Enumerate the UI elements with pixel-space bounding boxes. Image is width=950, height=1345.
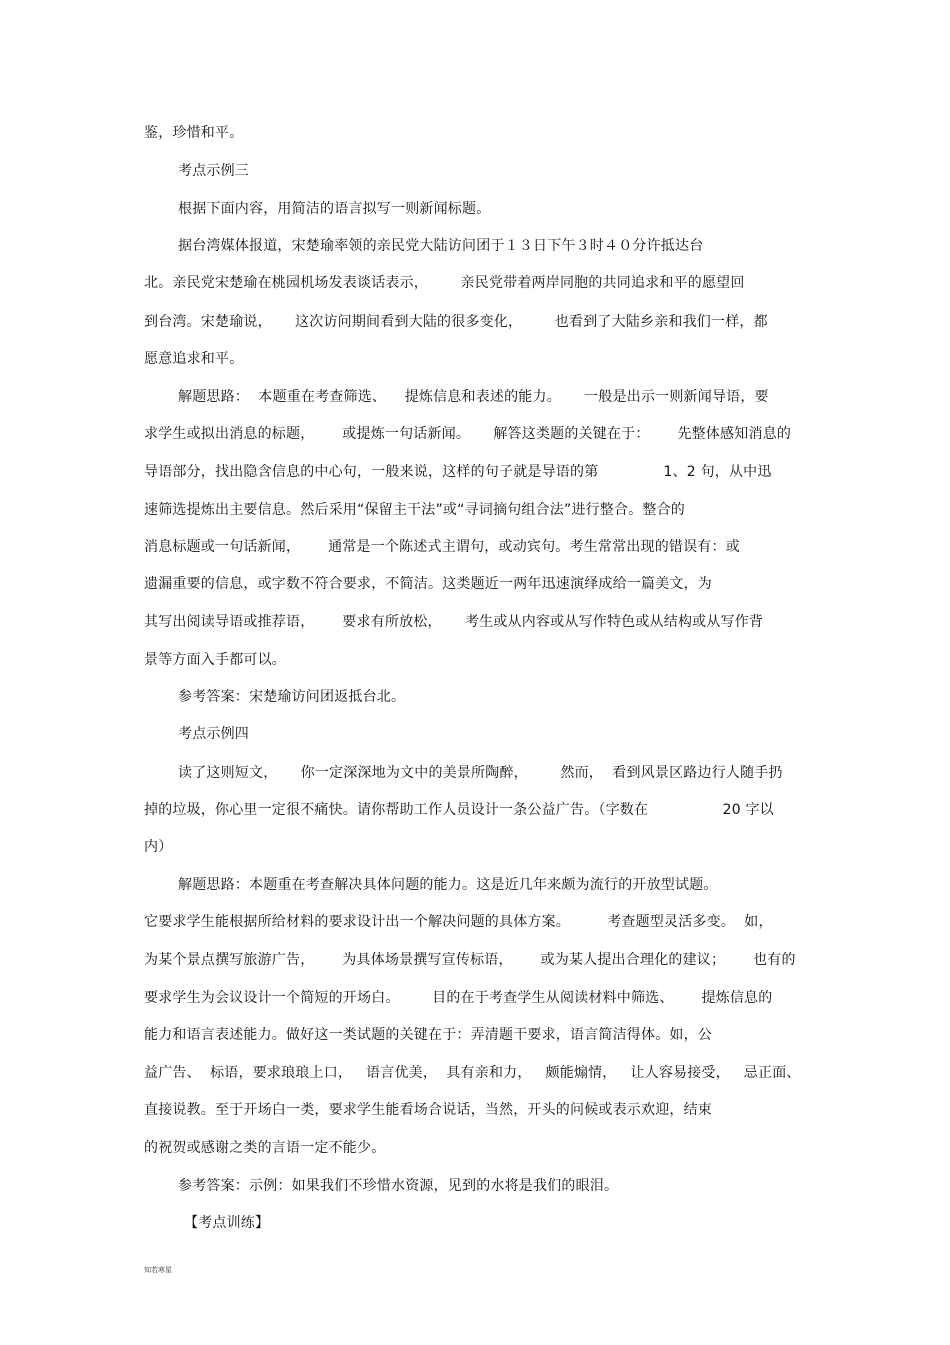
section-heading: 【考点训练】 bbox=[184, 1215, 270, 1231]
text-line: 其写出阅读导语或推荐语， 要求有所放松， 考生或从内容或从写作特色或从结构或从写作背 bbox=[144, 614, 764, 630]
text-line: 内） bbox=[144, 839, 173, 855]
text-line: 速筛选提炼出主要信息。然后采用“保留主干法”或“寻词摘句组合法”进行整合。整合的 bbox=[144, 502, 686, 518]
text-line: 的祝贺或感谢之类的言语一定不能少。 bbox=[144, 1140, 386, 1156]
text-line: 解题思路：本题重在考查解决具体问题的能力。这是近几年来颇为流行的开放型试题。 bbox=[178, 877, 718, 893]
text-line: 求学生或拟出消息的标题， 或提炼一句话新闻。 解答这类题的关键在于： 先整体感知消息的 bbox=[144, 426, 792, 442]
text-line: 鉴，珍惜和平。 bbox=[144, 125, 244, 141]
text-line: 根据下面内容，用简洁的语言拟写一则新闻标题。 bbox=[178, 201, 491, 217]
text-line: 景等方面入手都可以。 bbox=[144, 652, 286, 668]
text-line: 能力和语言表述能力。做好这一类试题的关键在于：弄清题干要求，语言简洁得体。如，公 bbox=[144, 1027, 712, 1043]
page-footer: 知若寒星 bbox=[144, 1266, 172, 1274]
text-line: 它要求学生能根据所给材料的要求设计出一个解决问题的具体方案。 考查题型灵活多变。 如， bbox=[144, 914, 773, 930]
text-line: 解题思路： 本题重在考查筛选、 提炼信息和表述的能力。 一般是出示一则新闻导语，要 bbox=[178, 389, 769, 405]
text-line: 读了这则短文， 你一定深深地为文中的美景所陶醉， 然而， 看到风景区路边行人随手扔 bbox=[178, 765, 783, 781]
text-line: 掉的垃圾，你心里一定很不痛快。请你帮助工作人员设计一条公益广告。（字数在 20 字以 bbox=[144, 802, 774, 818]
text-line: 北。亲民党宋楚瑜在桃园机场发表谈话表示， 亲民党带着两岸同胞的共同追求和平的愿望回 bbox=[144, 275, 745, 291]
text-line: 直接说教。至于开场白一类，要求学生能看场合说话，当然，开头的问候或表示欢迎，结束 bbox=[144, 1102, 712, 1118]
text-line: 益广告、 标语，要求琅琅上口， 语言优美， 具有亲和力， 颇能煽情， 让人容易接受， 忌正面、 bbox=[144, 1065, 801, 1081]
text-line: 到台湾。宋楚瑜说， 这次访问期间看到大陆的很多变化， 也看到了大陆乡亲和我们一样，都 bbox=[144, 314, 768, 330]
answer-line: 参考答案：示例：如果我们不珍惜水资源，见到的水将是我们的眼泪。 bbox=[178, 1178, 619, 1194]
section-heading: 考点示例三 bbox=[178, 163, 249, 179]
text-line: 为某个景点撰写旅游广告， 为具体场景撰写宣传标语， 或为某人提出合理化的建议； 也有的 bbox=[144, 952, 796, 968]
text-line: 消息标题或一句话新闻， 通常是一个陈述式主谓句，或动宾句。考生常常出现的错误有：或 bbox=[144, 539, 740, 555]
text-line: 愿意追求和平。 bbox=[144, 351, 244, 367]
text-line: 要求学生为会议设计一个简短的开场白。 目的在于考查学生从阅读材料中筛选、 提炼信息的 bbox=[144, 990, 773, 1006]
answer-line: 参考答案：宋楚瑜访问团返抵台北。 bbox=[178, 689, 406, 705]
text-line: 据台湾媒体报道，宋楚瑜率领的亲民党大陆访问团于１３日下午３时４０分许抵达台 bbox=[178, 238, 704, 254]
section-heading: 考点示例四 bbox=[178, 726, 249, 742]
text-line: 遗漏重要的信息，或字数不符合要求，不简洁。这类题近一两年迅速演绎成给一篇美文，为 bbox=[144, 576, 712, 592]
text-line: 导语部分，找出隐含信息的中心句，一般来说，这样的句子就是导语的第 1、2 句，从中迅 bbox=[144, 464, 772, 480]
